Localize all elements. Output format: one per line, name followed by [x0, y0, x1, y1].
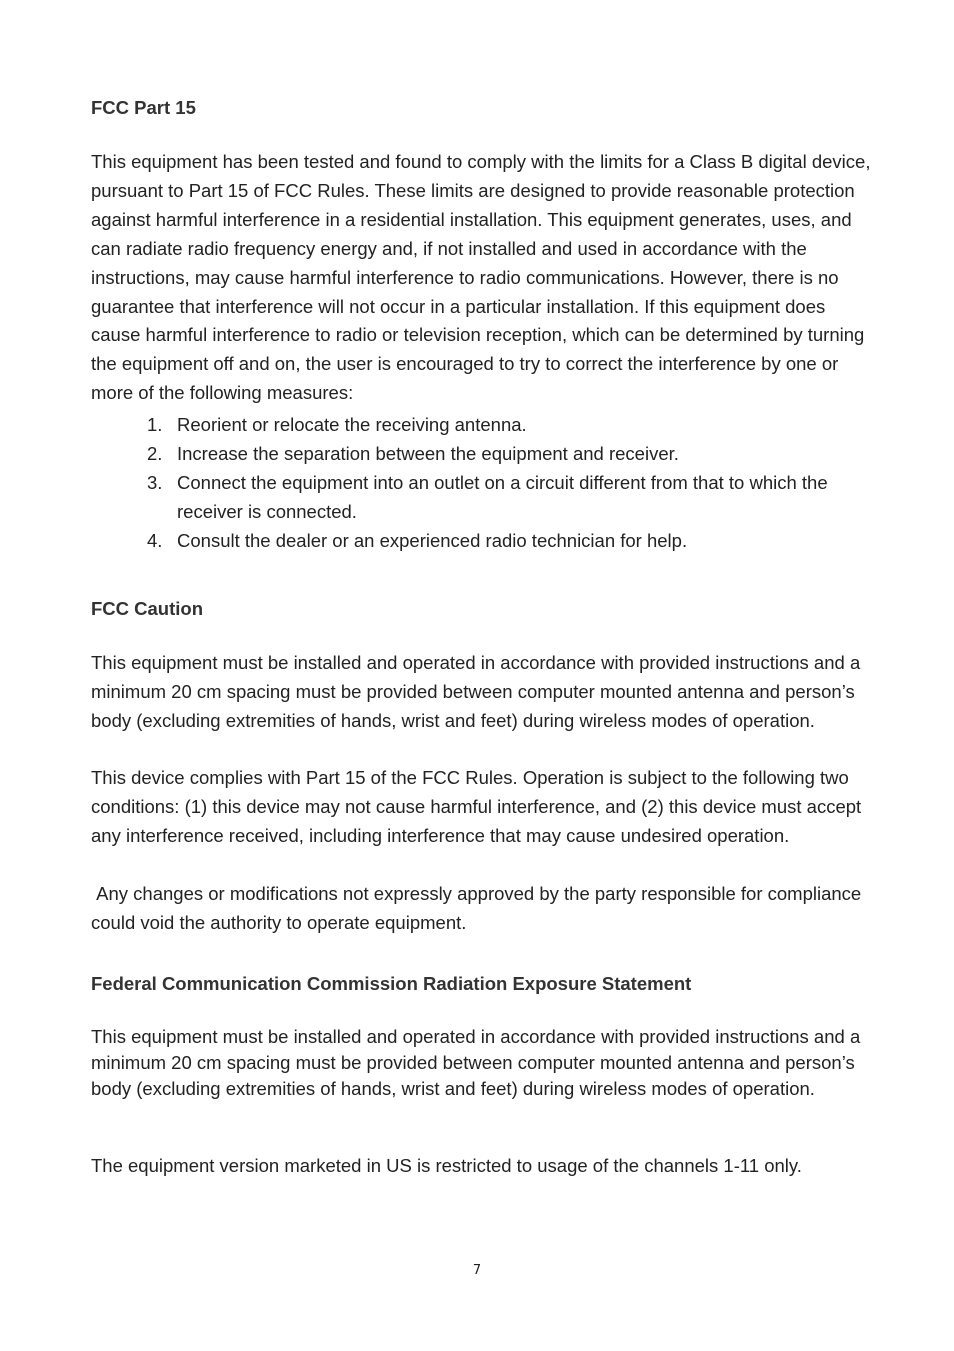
list-item-text: Reorient or relocate the receiving antenna.: [177, 414, 527, 435]
radiation-heading: Federal Communication Commission Radiation Exposure Statement: [91, 973, 692, 994]
list-item-number: 3.: [147, 471, 163, 493]
list-item-number: 4.: [147, 529, 163, 551]
list-item: [91, 527, 871, 556]
list-item-number: 1.: [147, 414, 163, 435]
list-item: [91, 440, 871, 469]
measures-list: [91, 411, 871, 556]
fcc-part15-heading: FCC Part 15: [91, 97, 196, 118]
fcc-caution-paragraph-2: This device complies with Part 15 of the FCC Rules. Operation is subject to the following two conditions: (1) this device may not cause harmful interference, and (2) this device must accept any interference received, including interference that may cause undesired operation.: [91, 767, 862, 846]
radiation-paragraph-2: The equipment version marketed in US is restricted to usage of the channels 1-11 only.: [91, 1155, 802, 1176]
radiation-paragraph-1: This equipment must be installed and operated in accordance with provided instructions and a minimum 20 cm spacing must be provided between computer mounted antenna and person’s body (excluding extremities of hands, wrist and feet) during wireless modes of operation.: [91, 1026, 861, 1099]
fcc-caution-paragraph-3: Any changes or modifications not expressly approved by the party responsible for compliance could void the authority to operate equipment.: [91, 883, 867, 933]
fcc-part15-paragraph: This equipment has been tested and found to comply with the limits for a Class B digital device, pursuant to Part 15 of FCC Rules. These limits are designed to provide reasonable protection against harmful interference in a residential installation. This equipment generates, uses, and can radiate radio frequency energy and, if not installed and used in accordance with the instructions, may cause harmful interference to radio communications. However, there is no guarantee that interference will not occur in a particular installation. If this equipment does cause harmful interference to radio or television reception, which can be determined by turning the equipment off and on, the user is encouraged to try to correct the interference by one or more of the following measures:: [91, 151, 871, 404]
list-item: [91, 411, 871, 440]
page-number: 7: [472, 1263, 482, 1278]
list-item: [91, 469, 871, 527]
list-item-text: Connect the equipment into an outlet on a circuit different from that to which the receiver is connected.: [177, 471, 828, 522]
list-item-number: 2.: [147, 442, 163, 464]
list-item-text: Consult the dealer or an experienced radio technician for help.: [177, 529, 688, 551]
list-item-text: Increase the separation between the equipment and receiver.: [177, 442, 679, 464]
fcc-caution-heading: FCC Caution: [91, 598, 204, 619]
fcc-caution-paragraph-1: This equipment must be installed and operated in accordance with provided instructions and a minimum 20 cm spacing must be provided between computer mounted antenna and person’s body (excluding extremities of hands, wrist and feet) during wireless modes of operation.: [91, 652, 861, 731]
